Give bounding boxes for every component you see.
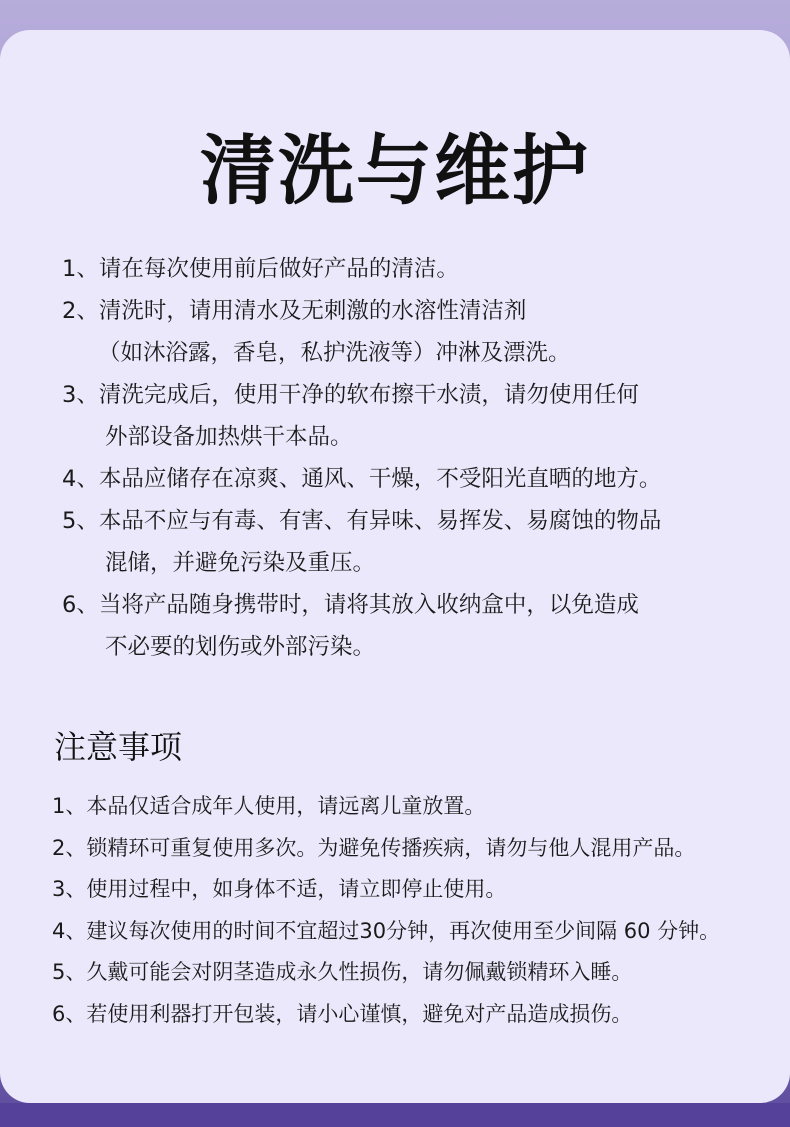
care-item-1 [62,248,762,290]
care-item-5 [62,500,762,584]
note-item-2: 2、锁精环可重复使用多次。为避免传播疾病，请勿与他人混用产品。 [52,835,696,860]
care-list [62,248,762,668]
page-title: 清洗与维护 [200,126,590,215]
care-item-text-continued: （如沐浴露，香皂，私护洗液等）冲淋及漂洗。 [98,340,571,366]
care-item-6 [62,584,762,668]
care-item-text: 6、当将产品随身携带时，请将其放入收纳盒中，以免造成 [62,592,639,618]
note-item-5: 5、久戴可能会对阴茎造成永久性损伤，请勿佩戴锁精环入睡。 [52,960,633,984]
notes-title: 注意事项 [54,728,183,766]
care-item-text: 3、清洗完成后，使用干净的软布擦干水渍，请勿使用任何 [62,382,639,408]
note-item-6: 6、若使用利器打开包装，请小心谨慎，避免对产品造成损伤。 [52,1001,633,1026]
care-item-3 [62,374,762,458]
care-item-text-continued: 外部设备加热烘干本品。 [105,424,353,450]
care-item-4 [62,458,762,500]
notes-list [52,786,782,1035]
care-item-text-continued: 混储，并避免污染及重压。 [105,550,376,576]
care-item-text: 1、请在每次使用前后做好产品的清洁。 [62,256,459,282]
note-item-4: 4、建议每次使用的时间不宜超过30分钟，再次使用至少间隔 60 分钟。 [52,918,721,943]
care-item-text: 2、清洗时，请用清水及无刺激的水溶性清洁剂 [62,298,527,324]
care-item-text: 4、本品应储存在凉爽、通风、干燥，不受阳光直晒的地方。 [62,466,662,492]
note-item-3: 3、使用过程中，如身体不适，请立即停止使用。 [52,877,507,901]
care-item-2 [62,290,762,374]
note-item-1: 1、本品仅适合成年人使用，请远离儿童放置。 [52,794,486,818]
bottom-band [0,1103,790,1127]
care-item-text: 5、本品不应与有毒、有害、有异味、易挥发、易腐蚀的物品 [62,508,662,534]
care-item-text-continued: 不必要的划伤或外部污染。 [105,634,376,660]
